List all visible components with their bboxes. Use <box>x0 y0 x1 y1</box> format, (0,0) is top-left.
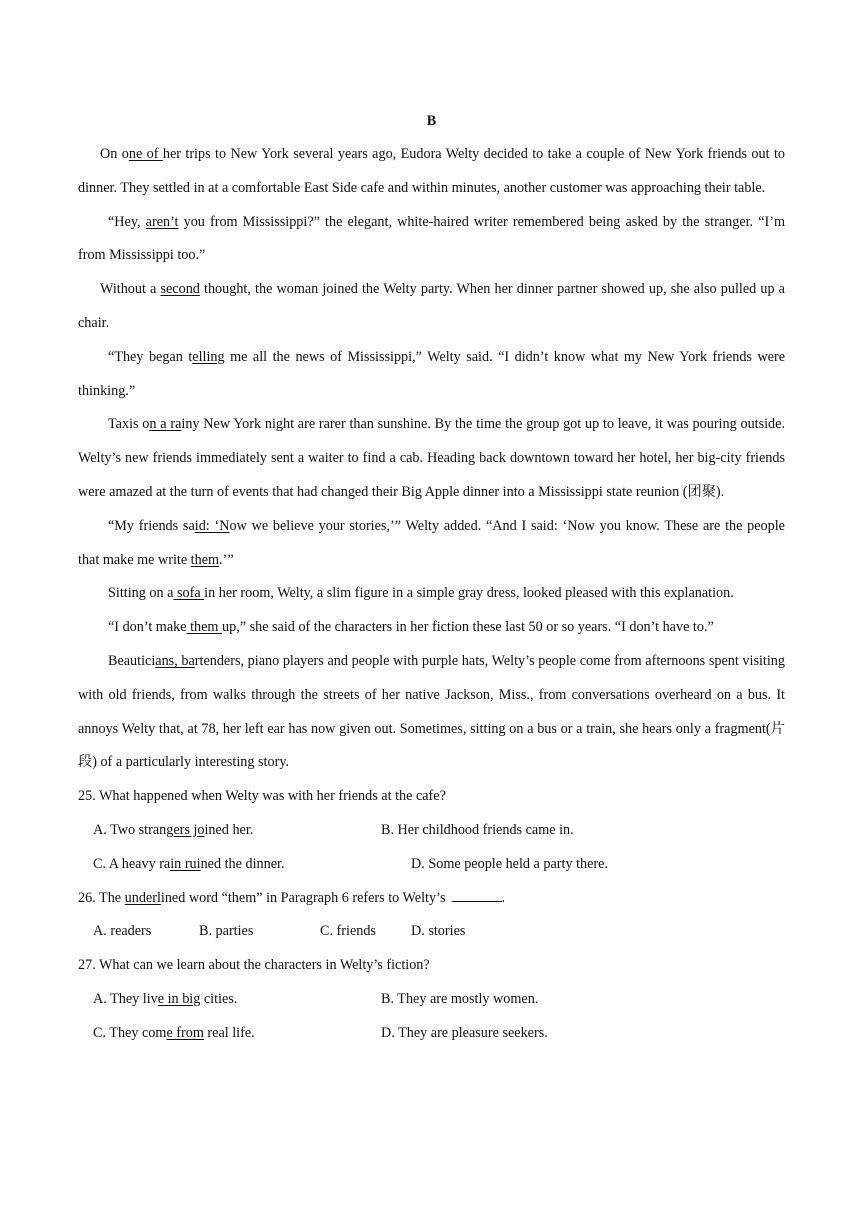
question-27-option-d[interactable]: D. They are pleasure seekers. <box>381 1024 548 1041</box>
paragraph-9: Beauticians, bartenders, piano players and people with purple hats, Welty’s people come from afternoons spent visiting with old friends, from walks through the streets of her native Jackson, Miss., from conversations overheard on a bus. It annoys Welty that, at 78, her left ear has now given out. Sometimes, sitting on a bus or a train, she hears only a fragment(片段) of a particularly interesting story. <box>78 652 785 771</box>
question-27-stem: 27. What can we learn about the characters in Welty’s fiction? <box>78 957 430 974</box>
document-page <box>78 104 785 1051</box>
paragraph-1: On one of her trips to New York several years ago, Eudora Welty decided to take a couple of New York friends out to dinner. They settled in at a comfortable East Side cafe and within minutes, another customer was approaching their table. <box>78 146 785 196</box>
question-25-options-row-2 <box>78 848 785 882</box>
question-25-option-b[interactable]: B. Her childhood friends came in. <box>381 821 574 838</box>
question-26-options-row <box>78 915 785 949</box>
question-25-stem: 25. What happened when Welty was with her friends at the cafe? <box>78 788 446 805</box>
question-25-option-c[interactable]: C. A heavy rain ruined the dinner. <box>93 855 285 872</box>
question-25-option-d[interactable]: D. Some people held a party there. <box>411 855 608 872</box>
paragraph-3: Without a second thought, the woman joined the Welty party. When her dinner partner showed up, she also pulled up a chair. <box>78 281 785 331</box>
question-26-stem: 26. The underlined word “them” in Paragraph 6 refers to Welty’s . <box>78 889 506 906</box>
section-title: B <box>426 113 437 129</box>
answer-blank <box>452 889 502 902</box>
question-26-option-d[interactable]: D. stories <box>411 923 466 940</box>
question-27-option-b[interactable]: B. They are mostly women. <box>381 990 539 1007</box>
paragraph-7: Sitting on a sofa in her room, Welty, a slim figure in a simple gray dress, looked pleased with this explanation. <box>108 585 734 602</box>
paragraph-6: “My friends said: ‘Now we believe your stories,’” Welty added. “And I said: ‘Now you know. These are the people that make me write them.’” <box>78 517 785 568</box>
question-25-options-row-1 <box>78 814 785 848</box>
question-25-option-a[interactable]: A. Two strangers joined her. <box>93 821 254 838</box>
question-26-option-c[interactable]: C. friends <box>320 923 376 940</box>
question-27-option-c[interactable]: C. They come from real life. <box>93 1024 255 1041</box>
question-27-option-a[interactable]: A. They live in big cities. <box>93 990 238 1007</box>
paragraph-2: “Hey, aren’t you from Mississippi?” the elegant, white-haired writer remembered being asked by the stranger. “I’m from Mississippi too.” <box>78 213 785 264</box>
paragraph-4: “They began telling me all the news of Mississippi,” Welty said. “I didn’t know what my New York friends were thinking.” <box>78 348 786 399</box>
paragraph-8: “I don’t make them up,” she said of the characters in her fiction these last 50 or so years. “I don’t have to.” <box>108 619 714 636</box>
question-26-option-b[interactable]: B. parties <box>199 923 254 940</box>
paragraph-5: Taxis on a rainy New York night are rarer than sunshine. By the time the group got up to leave, it was pouring outside. Welty’s new friends immediately sent a waiter to find a cab. Heading back downtown toward her hotel, her big-city friends were amazed at the turn of events that had changed their Big Apple dinner into a Mississippi state reunion (团聚). <box>78 416 785 500</box>
question-27-options-row-1 <box>78 983 785 1017</box>
question-27-options-row-2 <box>78 1017 785 1051</box>
question-26-option-a[interactable]: A. readers <box>93 923 152 940</box>
